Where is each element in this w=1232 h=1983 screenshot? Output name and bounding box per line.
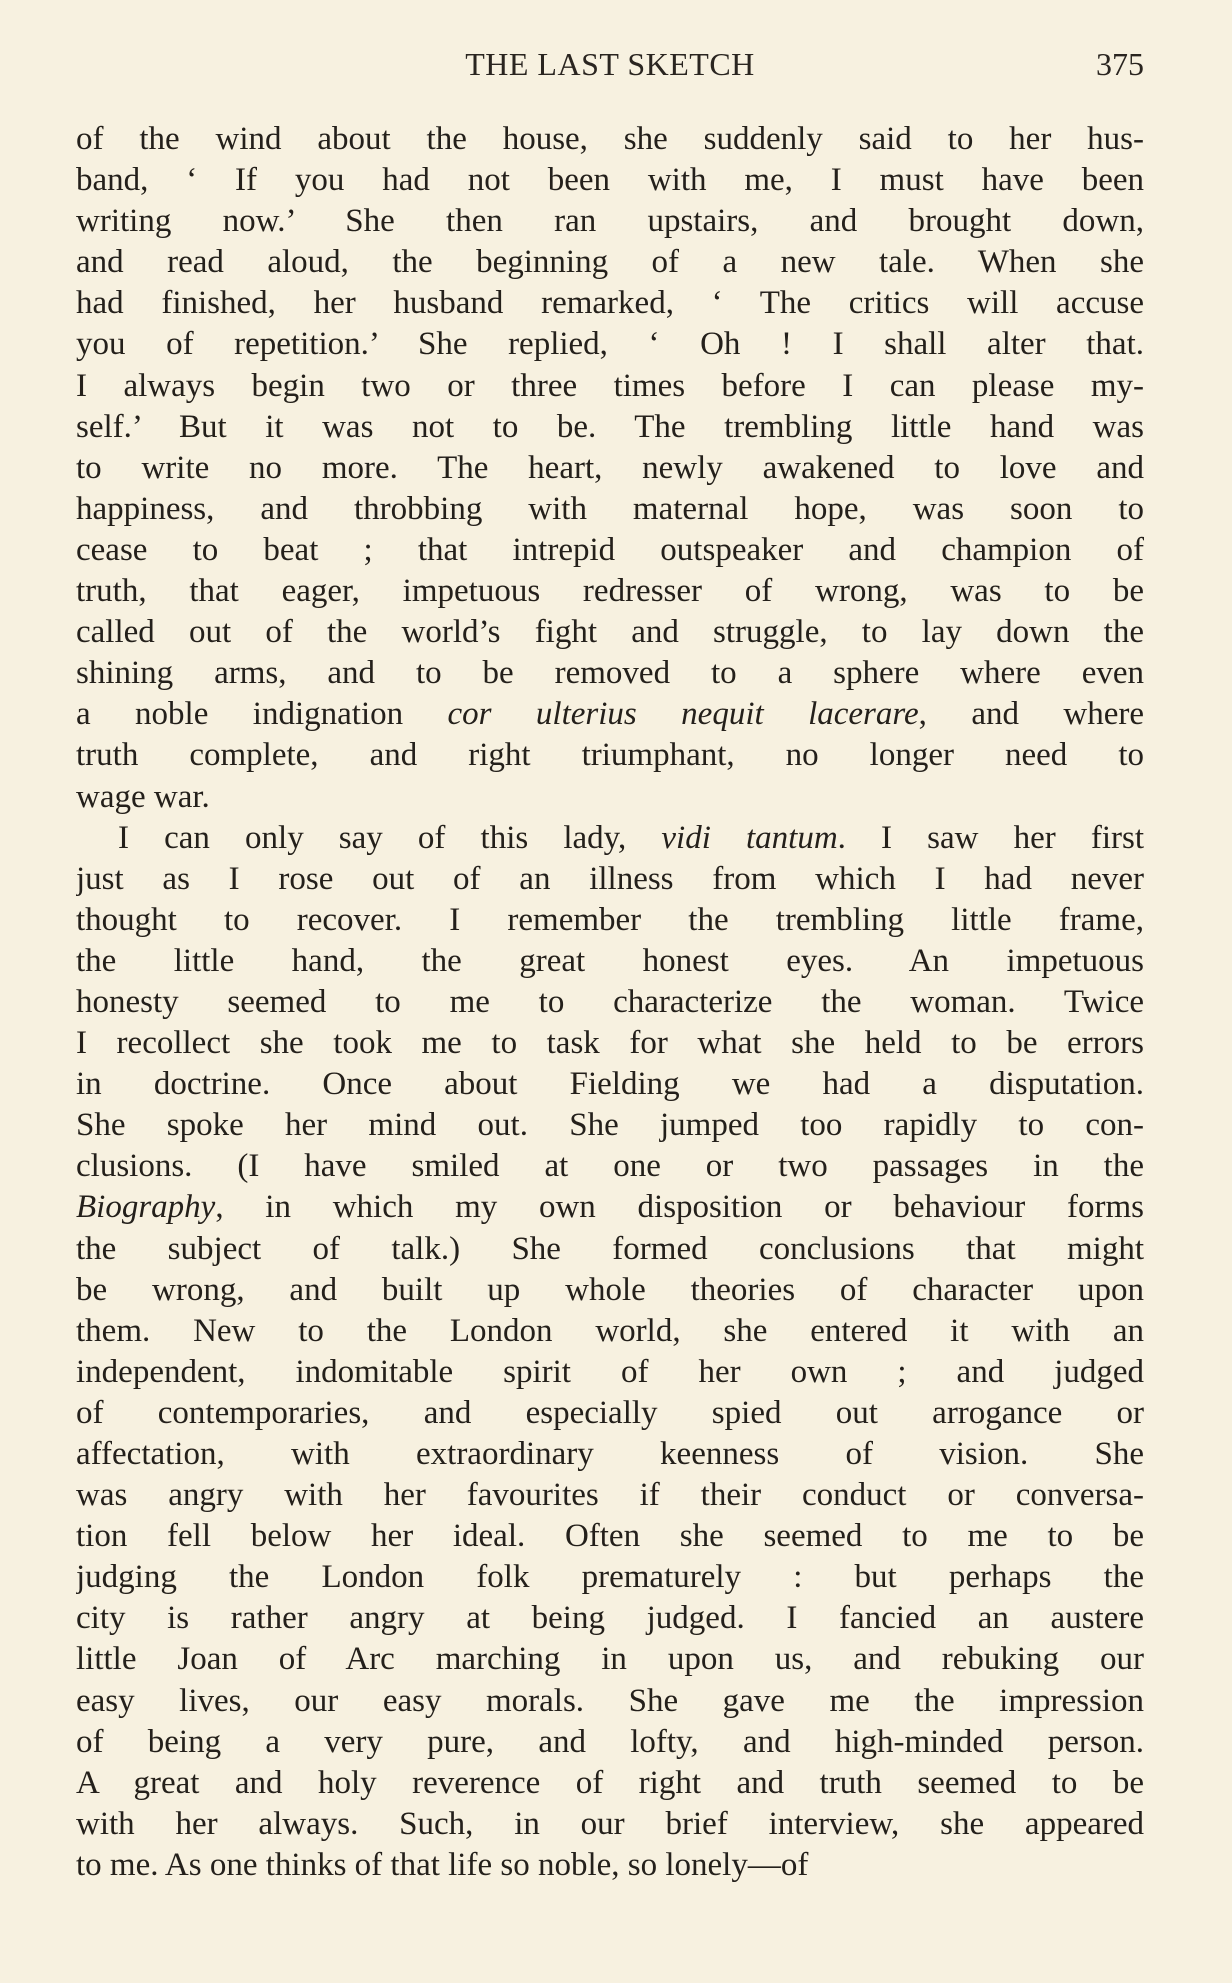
text-line: truth, that eager, impetuous redresser of wrong, was to be — [76, 573, 1144, 610]
text-line: was angry with her favourites if their conduct or conversa- — [76, 1477, 1144, 1514]
text-line: affectation, with extraordinary keenness of vision. She — [76, 1436, 1144, 1472]
text-segment: I can only say of this lady, — [118, 819, 662, 856]
text-line: judging the London folk prematurely : but perhaps the — [76, 1559, 1144, 1596]
text-line: easy lives, our easy morals. She gave me the impression — [76, 1682, 1144, 1719]
running-title: THE LAST SKETCH — [465, 46, 755, 82]
text-line: just as I rose out of an illness from which I had never — [76, 860, 1144, 897]
text-line — [76, 818, 1144, 859]
text-line: in doctrine. Once about Fielding we had a disputation. — [76, 1066, 1144, 1103]
text-line: honesty seemed to me to characterize the woman. Twice — [76, 983, 1144, 1020]
text-line: the little hand, the great honest eyes. An impetuous — [76, 942, 1144, 979]
text-line: tion fell below her ideal. Often she seemed to me to be — [76, 1518, 1144, 1555]
text-line: little Joan of Arc marching in upon us, and rebuking our — [76, 1641, 1144, 1678]
text-line: She spoke her mind out. She jumped too rapidly to con- — [76, 1107, 1144, 1144]
text-line: I recollect she took me to task for what she held to be errors — [76, 1025, 1144, 1062]
text-line: writing now.’ She then ran upstairs, and brought down, — [76, 203, 1144, 240]
text-segment: a noble indignation — [76, 696, 448, 733]
text-line: wage war. — [76, 778, 210, 815]
text-line: shining arms, and to be removed to a sphere where even — [76, 655, 1144, 692]
italic-phrase: Biography — [76, 1189, 216, 1226]
italic-phrase: cor ulterius nequit lacerare — [447, 696, 919, 733]
text-segment: , in which my own disposition or behaviour forms — [215, 1189, 1144, 1226]
text-line — [76, 1187, 1144, 1228]
text-line: you of repetition.’ She replied, ‘ Oh ! I shall alter that. — [76, 326, 1144, 363]
text-line: had finished, her husband remarked, ‘ The critics will accuse — [76, 285, 1144, 322]
text-line: happiness, and throbbing with maternal hope, was soon to — [76, 490, 1144, 527]
text-line: them. New to the London world, she entered it with an — [76, 1312, 1144, 1349]
text-line: to write no more. The heart, newly awakened to love and — [76, 449, 1144, 486]
text-line: cease to beat ; that intrepid outspeaker and champion of — [76, 531, 1144, 568]
text-line: independent, indomitable spirit of her own ; and judged — [76, 1353, 1144, 1390]
text-line: and read aloud, the beginning of a new tale. When she — [76, 244, 1144, 281]
page-number: 375 — [1096, 46, 1144, 82]
text-line: to me. As one thinks of that life so noble, so lonely—of — [76, 1846, 809, 1883]
text-line: A great and holy reverence of right and truth seemed to be — [76, 1764, 1144, 1801]
text-line: band, ‘ If you had not been with me, I must have been — [76, 162, 1144, 199]
text-line: city is rather angry at being judged. I fancied an austere — [76, 1600, 1144, 1637]
text-line: called out of the world’s fight and struggle, to lay down the — [76, 614, 1144, 651]
text-line: thought to recover. I remember the trembling little frame, — [76, 901, 1144, 938]
italic-phrase: vidi tantum — [661, 819, 838, 856]
running-head — [76, 46, 1144, 90]
text-line: truth complete, and right triumphant, no longer need to — [76, 737, 1144, 774]
text-segment: . I saw her first — [837, 819, 1144, 856]
body-text — [76, 119, 1144, 1886]
text-line: of the wind about the house, she suddenly said to her hus- — [76, 121, 1144, 157]
text-line — [76, 694, 1144, 735]
text-line: of being a very pure, and lofty, and high-minded person. — [76, 1723, 1144, 1760]
text-line: the subject of talk.) She formed conclusions that might — [76, 1230, 1144, 1267]
text-line: with her always. Such, in our brief interview, she appeared — [76, 1805, 1144, 1842]
text-segment: , and where — [918, 696, 1144, 733]
text-line: clusions. (I have smiled at one or two passages in the — [76, 1148, 1144, 1185]
text-line: self.’ But it was not to be. The trembling little hand was — [76, 408, 1144, 445]
text-line: I always begin two or three times before I can please my- — [76, 367, 1144, 404]
text-line: be wrong, and built up whole theories of character upon — [76, 1271, 1144, 1308]
text-line: of contemporaries, and especially spied out arrogance or — [76, 1394, 1144, 1431]
